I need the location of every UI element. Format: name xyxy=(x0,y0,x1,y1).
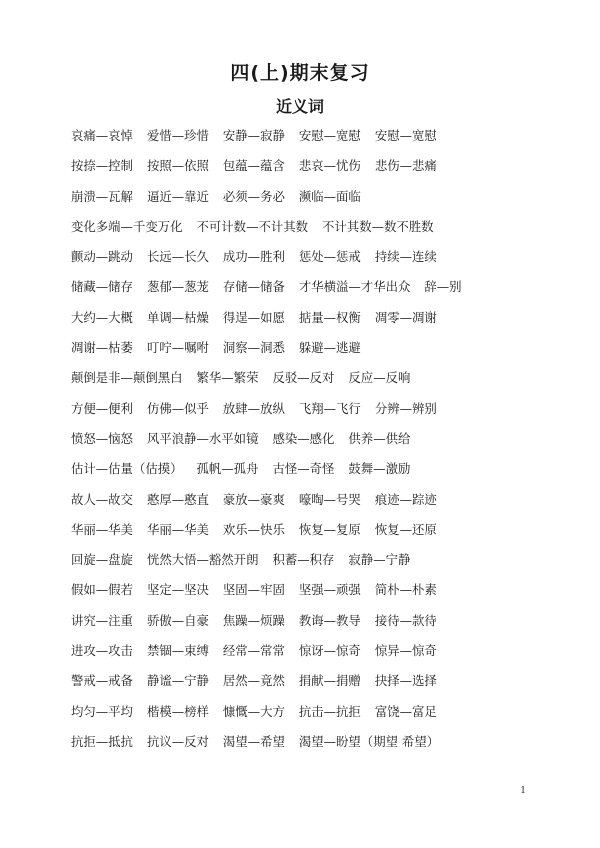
synonym-pair: 哀痛—哀悼 xyxy=(71,128,133,143)
synonym-pair: 欢乐—快乐 xyxy=(222,521,285,537)
synonym-pair: 反应—反响 xyxy=(348,370,411,386)
synonym-pair: 惊异—惊奇 xyxy=(374,643,437,659)
synonym-pair: 得逞—如愿 xyxy=(222,309,285,325)
synonym-row xyxy=(71,575,551,605)
synonym-pair: 仿佛—似乎 xyxy=(146,400,209,416)
synonym-row xyxy=(71,242,551,272)
synonym-pair: 捐献—捐赠 xyxy=(298,673,361,689)
synonym-row xyxy=(71,606,551,636)
synonym-pair: 鼓舞—激励 xyxy=(348,461,411,477)
synonym-pair: 供养—供给 xyxy=(348,430,411,446)
synonym-pair: 按照—依照 xyxy=(146,158,209,174)
synonym-pair: 简朴—朴素 xyxy=(374,582,437,598)
synonym-row xyxy=(71,454,551,484)
page-number: 1 xyxy=(520,786,526,796)
synonym-pair: 放肆—放纵 xyxy=(222,400,285,416)
synonym-row xyxy=(71,545,551,575)
synonym-pair: 进攻—攻击 xyxy=(71,643,133,659)
synonym-pair: 变化多端—千变万化 xyxy=(71,218,183,234)
synonym-pair: 安慰—宽慰 xyxy=(374,128,437,143)
synonym-pair: 坚固—牢固 xyxy=(222,582,285,598)
synonym-pair: 憨厚—憨直 xyxy=(146,491,209,507)
section-heading: 近义词 xyxy=(275,97,324,116)
synonym-row xyxy=(71,515,551,545)
synonym-pair: 坚强—顽强 xyxy=(298,582,361,598)
synonym-pair: 抗拒—抵抗 xyxy=(71,733,133,749)
synonym-pair: 教诲—教导 xyxy=(298,612,361,628)
synonym-pair: 洞察—洞悉 xyxy=(222,340,285,356)
synonym-row xyxy=(71,303,551,333)
synonym-pair: 警戒—戒备 xyxy=(71,673,133,689)
synonym-pair: 悲伤—悲痛 xyxy=(374,158,437,174)
synonym-row xyxy=(71,182,551,212)
synonym-pair: 成功—胜利 xyxy=(222,249,285,265)
synonym-pair: 愤怒—恼怒 xyxy=(71,430,133,446)
synonym-pair: 惩处—惩戒 xyxy=(298,249,361,265)
synonym-pair: 反驳—反对 xyxy=(272,370,335,386)
synonym-row xyxy=(71,485,551,515)
synonym-row xyxy=(71,424,551,454)
synonym-pair: 华丽—华美 xyxy=(71,521,133,537)
synonym-pair: 经常—常常 xyxy=(222,643,285,659)
synonym-pair: 飞翔—飞行 xyxy=(298,400,361,416)
synonym-pair: 静谧—宁静 xyxy=(146,673,209,689)
synonym-pair: 假如—假若 xyxy=(71,582,133,598)
synonym-pair: 慷慨—大方 xyxy=(222,703,285,719)
synonym-pair: 持续—连续 xyxy=(374,249,437,265)
synonym-pair: 风平浪静—水平如镜 xyxy=(146,430,259,446)
synonym-pair: 抗击—抗拒 xyxy=(298,703,361,719)
synonym-pair: 不可计数—不计其数 xyxy=(196,218,309,234)
synonym-pair: 估计—估量（估摸） xyxy=(71,461,183,477)
synonym-pair: 逼近—靠近 xyxy=(146,188,209,204)
synonym-row xyxy=(71,727,551,757)
synonym-pair: 必须—务必 xyxy=(222,188,285,204)
synonym-pair: 孤帆—孤舟 xyxy=(196,461,259,477)
synonym-pair: 存储—储备 xyxy=(222,279,285,295)
synonym-pair: 恢复—还原 xyxy=(374,521,437,537)
synonym-pair: 按捺—控制 xyxy=(71,158,133,174)
synonym-pair: 长远—长久 xyxy=(146,249,209,265)
synonym-pair: 不计其数—数不胜数 xyxy=(322,218,434,234)
page-title: 四(上)期末复习 xyxy=(230,62,370,84)
synonym-pair: 爱惜—珍惜 xyxy=(146,128,209,143)
synonym-pair: 渴望—盼望（期望 希望） xyxy=(298,733,440,749)
synonym-pair: 颤动—跳动 xyxy=(71,249,133,265)
synonym-pair: 豪放—豪爽 xyxy=(222,491,285,507)
synonym-pair: 焦躁—烦躁 xyxy=(222,612,285,628)
synonym-row xyxy=(71,666,551,696)
synonym-pair: 繁华—繁荣 xyxy=(196,370,259,386)
synonym-pair: 储藏—储存 xyxy=(71,279,133,295)
synonym-pair: 才华横溢—才华出众 xyxy=(298,279,411,295)
synonym-row xyxy=(71,636,551,666)
synonym-list xyxy=(71,121,551,757)
synonym-pair: 凋谢—枯萎 xyxy=(71,340,133,356)
synonym-row xyxy=(71,697,551,727)
synonym-pair: 惊讶—惊奇 xyxy=(298,643,361,659)
synonym-pair: 崩溃—瓦解 xyxy=(71,188,133,204)
synonym-pair: 叮咛—嘱咐 xyxy=(146,340,209,356)
synonym-row xyxy=(71,272,551,302)
synonym-pair: 颠倒是非—颠倒黑白 xyxy=(71,370,183,386)
synonym-pair: 躲避—逃避 xyxy=(298,340,361,356)
synonym-pair: 华丽—华美 xyxy=(146,521,209,537)
synonym-pair: 渴望—希望 xyxy=(222,733,285,749)
synonym-pair: 骄傲—自豪 xyxy=(146,612,209,628)
synonym-pair: 安慰—宽慰 xyxy=(298,128,361,143)
synonym-pair: 掂量—权衡 xyxy=(298,309,361,325)
synonym-row xyxy=(71,394,551,424)
synonym-row xyxy=(71,151,551,181)
synonym-pair: 方便—便利 xyxy=(71,400,133,416)
synonym-row xyxy=(71,333,551,363)
synonym-pair: 富饶—富足 xyxy=(374,703,437,719)
synonym-pair: 安静—寂静 xyxy=(222,128,285,143)
synonym-row xyxy=(71,121,551,151)
synonym-pair: 均匀—平均 xyxy=(71,703,133,719)
synonym-pair: 居然—竟然 xyxy=(222,673,285,689)
synonym-pair: 恢复—复原 xyxy=(298,521,361,537)
synonym-pair: 抉择—选择 xyxy=(374,673,437,689)
synonym-pair: 分辨—辨别 xyxy=(374,400,437,416)
synonym-pair: 寂静—宁静 xyxy=(348,552,411,568)
synonym-pair: 濒临—面临 xyxy=(298,188,361,204)
synonym-pair: 大约—大概 xyxy=(71,309,133,325)
synonym-pair: 积蓄—积存 xyxy=(272,552,335,568)
synonym-pair: 抗议—反对 xyxy=(146,733,209,749)
synonym-pair: 葱郁—葱茏 xyxy=(146,279,209,295)
synonym-pair: 故人—故交 xyxy=(71,491,133,507)
synonym-pair: 嚎啕—号哭 xyxy=(298,491,361,507)
synonym-pair: 包蕴—蕴含 xyxy=(222,158,285,174)
synonym-row xyxy=(71,363,551,393)
synonym-pair: 回旋—盘旋 xyxy=(71,552,133,568)
synonym-pair: 单调—枯燥 xyxy=(146,309,209,325)
synonym-pair: 恍然大悟—豁然开朗 xyxy=(146,552,259,568)
synonym-pair: 古怪—奇怪 xyxy=(272,461,335,477)
synonym-pair: 凋零—凋谢 xyxy=(374,309,437,325)
synonym-pair: 接待—款待 xyxy=(374,612,437,628)
synonym-pair: 坚定—坚决 xyxy=(146,582,209,598)
synonym-pair: 感染—感化 xyxy=(272,430,335,446)
synonym-pair: 痕迹—踪迹 xyxy=(374,491,437,507)
synonym-pair: 辞—别 xyxy=(424,279,462,295)
synonym-pair: 悲哀—忧伤 xyxy=(298,158,361,174)
synonym-pair: 楷模—榜样 xyxy=(146,703,209,719)
synonym-pair: 讲究—注重 xyxy=(71,612,133,628)
synonym-pair: 禁锢—束缚 xyxy=(146,643,209,659)
synonym-row xyxy=(71,212,551,242)
